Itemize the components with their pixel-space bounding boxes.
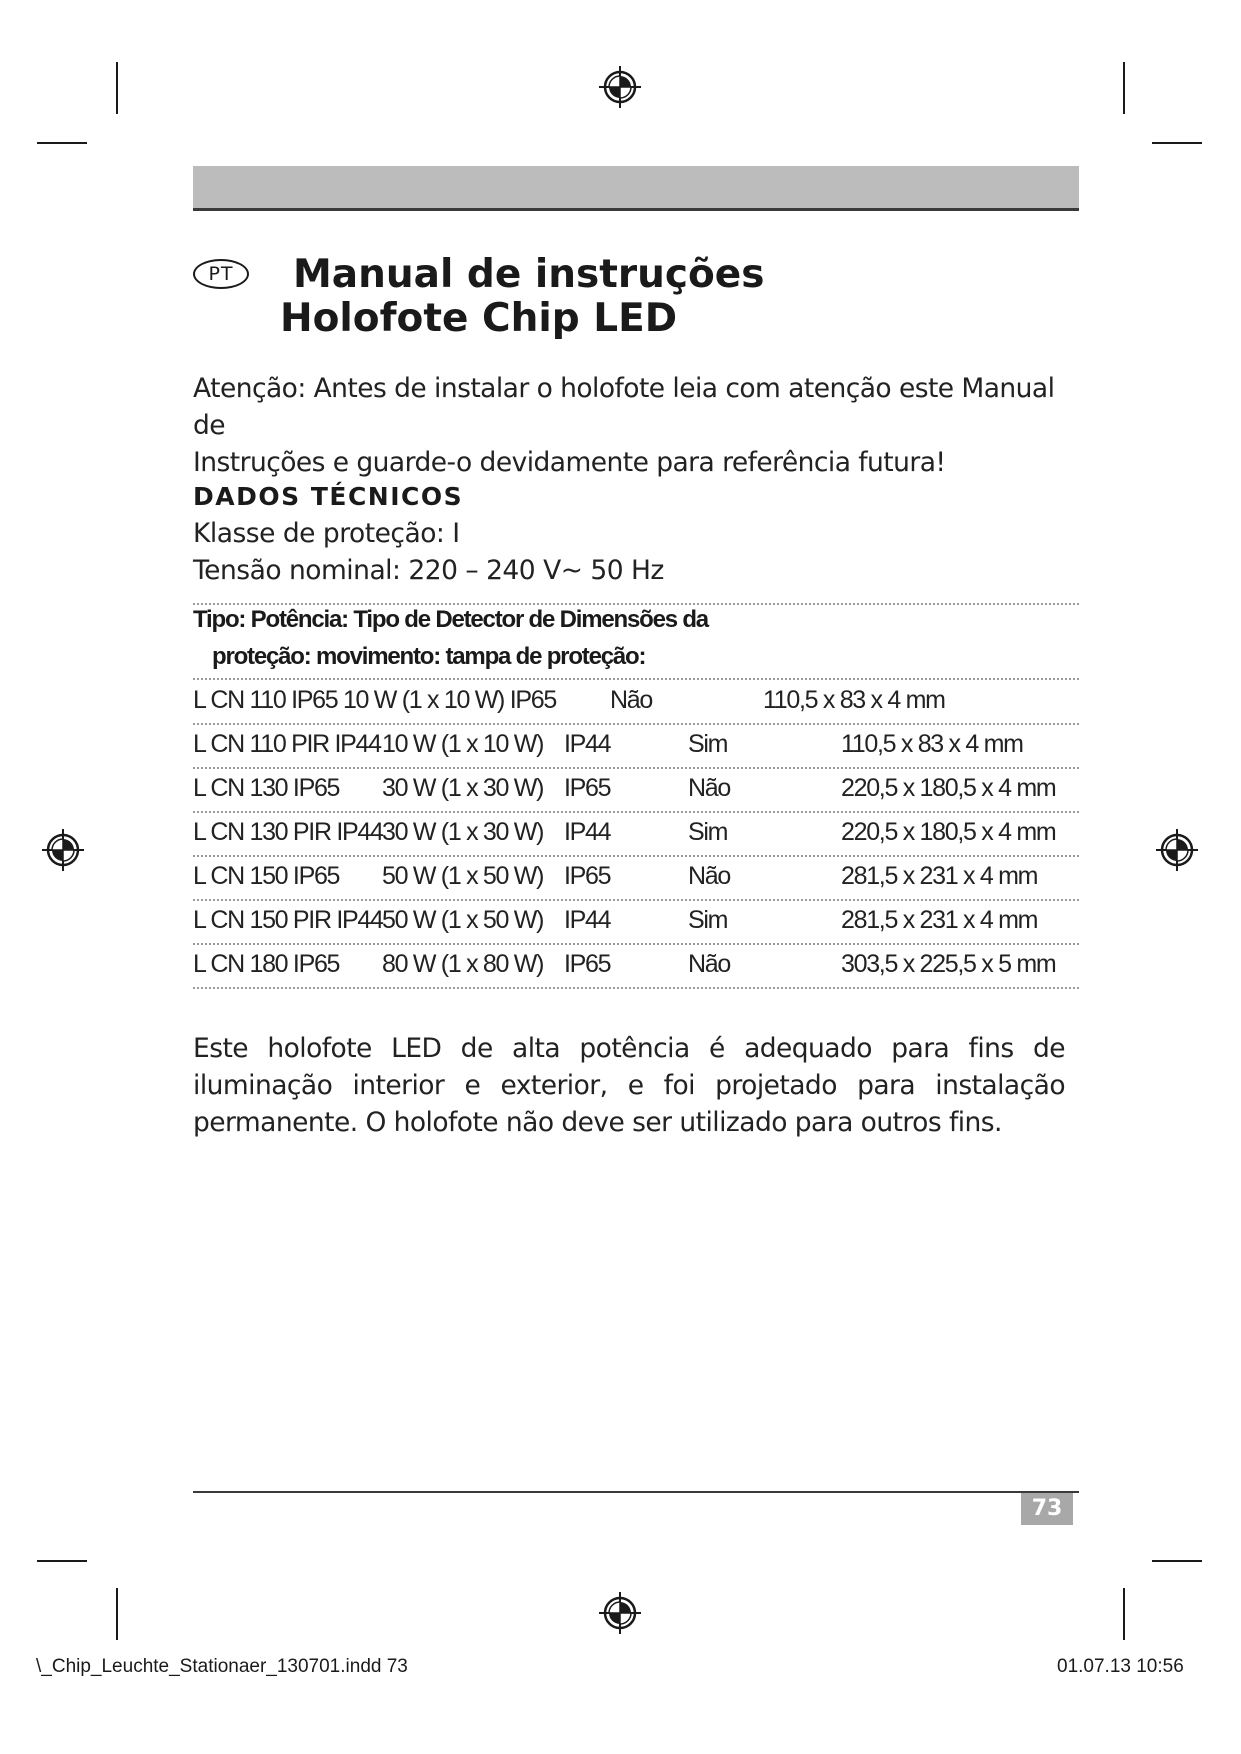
table-row-1-motion: Não	[610, 686, 652, 714]
table-cell-power: 50 W (1 x 50 W)	[382, 906, 544, 934]
table-cell-dimensions: 220,5 x 180,5 x 4 mm	[841, 774, 1056, 802]
table-cell-power: 30 W (1 x 30 W)	[382, 818, 544, 846]
table-rule	[193, 899, 1079, 901]
table-cell-motion: Sim	[688, 818, 728, 846]
table-cell-protection: IP44	[564, 818, 611, 846]
table-cell-type: L CN 130 PIR IP44	[193, 818, 383, 846]
slug-timestamp: 01.07.13 10:56	[1057, 1656, 1184, 1677]
table-rule	[193, 987, 1079, 989]
crop-mark-bottom-right-vertical	[1123, 1588, 1125, 1640]
registration-mark-right-icon	[1155, 828, 1199, 872]
crop-mark-top-right-vertical	[1123, 62, 1125, 114]
crop-mark-bottom-left-vertical	[116, 1588, 118, 1640]
table-rule	[193, 678, 1079, 680]
table-cell-dimensions: 281,5 x 231 x 4 mm	[841, 862, 1038, 890]
table-cell-type: L CN 180 IP65	[193, 950, 340, 978]
table-cell-motion: Não	[688, 862, 730, 890]
language-badge: PT	[193, 259, 249, 289]
crop-mark-top-left-horizontal	[37, 142, 87, 144]
table-cell-motion: Não	[688, 774, 730, 802]
intro-line-1: Atenção: Antes de instalar o holofote leia com atenção este Manual de	[193, 373, 1055, 441]
table-rule	[193, 811, 1079, 813]
table-rule	[193, 855, 1079, 857]
registration-mark-bottom-icon	[598, 1591, 642, 1635]
footer-rule	[193, 1491, 1079, 1493]
table-rule	[193, 767, 1079, 769]
table-cell-power: 80 W (1 x 80 W)	[382, 950, 544, 978]
table-cell-type: L CN 130 IP65	[193, 774, 340, 802]
rated-voltage: Tensão nominal: 220 – 240 V~ 50 Hz	[193, 555, 664, 586]
registration-mark-top-icon	[598, 65, 642, 109]
table-header-line-2: proteção: movimento: tampa de proteção:	[212, 643, 646, 670]
intro-line-2: Instruções e guarde-o devidamente para referência futura!	[193, 447, 946, 478]
page-title-line-1: Manual de instruções	[293, 252, 765, 297]
table-cell-motion: Sim	[688, 730, 728, 758]
table-cell-dimensions: 220,5 x 180,5 x 4 mm	[841, 818, 1056, 846]
table-header-line-1: Tipo: Potência: Tipo de Detector de Dimensões da	[193, 606, 708, 633]
table-cell-protection: IP44	[564, 906, 611, 934]
table-row-1-dimensions: 110,5 x 83 x 4 mm	[763, 686, 945, 714]
table-cell-dimensions: 281,5 x 231 x 4 mm	[841, 906, 1038, 934]
page-number: 73	[1021, 1493, 1073, 1525]
table-cell-motion: Não	[688, 950, 730, 978]
table-cell-type: L CN 110 PIR IP44	[193, 730, 381, 758]
table-cell-power: 30 W (1 x 30 W)	[382, 774, 544, 802]
table-rule	[193, 943, 1079, 945]
table-cell-type: L CN 150 IP65	[193, 862, 340, 890]
table-cell-type: L CN 150 PIR IP44	[193, 906, 383, 934]
registration-mark-left-icon	[41, 828, 85, 872]
table-cell-power: 10 W (1 x 10 W)	[382, 730, 544, 758]
table-cell-protection: IP65	[564, 862, 611, 890]
crop-mark-bottom-right-horizontal	[1152, 1560, 1202, 1562]
table-rule	[193, 603, 1079, 605]
table-cell-dimensions: 110,5 x 83 x 4 mm	[841, 730, 1023, 758]
intro-paragraph	[193, 370, 1079, 481]
table-cell-power: 50 W (1 x 50 W)	[382, 862, 544, 890]
table-cell-protection: IP44	[564, 730, 611, 758]
crop-mark-top-right-horizontal	[1152, 142, 1202, 144]
header-band	[193, 166, 1079, 211]
section-heading-technical: DADOS TÉCNICOS	[193, 482, 464, 511]
table-cell-dimensions: 303,5 x 225,5 x 5 mm	[841, 950, 1056, 978]
crop-mark-bottom-left-horizontal	[37, 1560, 87, 1562]
table-row-1-type-power-protection: L CN 110 IP65 10 W (1 x 10 W) IP65	[193, 686, 556, 714]
table-cell-motion: Sim	[688, 906, 728, 934]
crop-mark-top-left-vertical	[116, 62, 118, 114]
page-title-line-2: Holofote Chip LED	[280, 296, 678, 341]
table-rule	[193, 723, 1079, 725]
description-paragraph: Este holofote LED de alta potência é adequado para fins de iluminação interior e exterior, e foi projetado para instalação permanente. O holofote não deve ser utilizado para outros fins.	[193, 1033, 1065, 1138]
table-cell-protection: IP65	[564, 950, 611, 978]
protection-class: Klasse de proteção: I	[193, 518, 460, 549]
slug-file-name: \_Chip_Leuchte_Stationaer_130701.indd 73	[36, 1656, 408, 1677]
table-cell-protection: IP65	[564, 774, 611, 802]
